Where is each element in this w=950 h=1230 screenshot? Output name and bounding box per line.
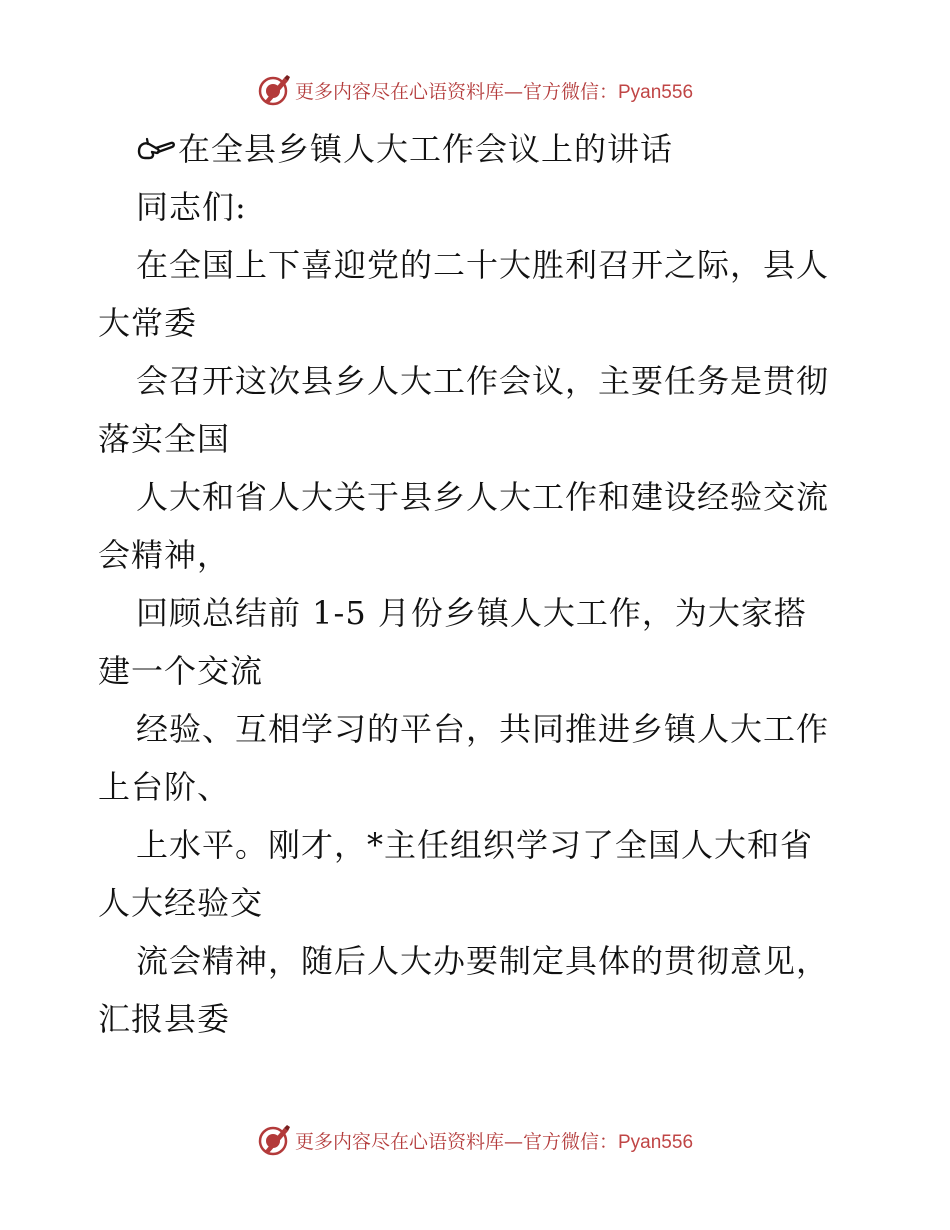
paragraph-line: 落实全国 — [98, 420, 231, 458]
paragraph-line: 经验、互相学习的平台，共同推进乡镇人大工作 — [136, 710, 830, 748]
paragraph-line: 会精神， — [98, 536, 231, 574]
banner-site-text: 更多内容尽在心语资料库 — [294, 1130, 504, 1153]
paragraph-line: 会召开这次县乡人大工作会议，主要任务是贯彻 — [136, 362, 830, 400]
banner-dash: — — [503, 80, 523, 103]
footer-banner — [0, 1120, 950, 1160]
banner-wechat-label: 官方微信： — [522, 80, 618, 103]
banner-wechat-id: Pyan556 — [618, 81, 694, 103]
footer-banner-text — [295, 1127, 693, 1154]
paragraph-line: 上水平。刚才，*主任组织学习了全国人大和省 — [136, 826, 814, 864]
document-title: 在全县乡镇人大工作会议上的讲话 — [178, 130, 674, 168]
paragraph-line: 人大和省人大关于县乡人大工作和建设经验交流 — [136, 478, 830, 516]
paragraph-line: 上台阶、 — [98, 768, 231, 806]
pen-logo-icon — [257, 1123, 291, 1157]
paragraph-line: 同志们: — [136, 188, 247, 226]
pen-logo-icon — [257, 73, 291, 107]
document-title-row — [98, 120, 858, 178]
paragraph-line: 建一个交流 — [98, 652, 264, 690]
header-banner — [0, 70, 950, 110]
banner-wechat-id: Pyan556 — [618, 1131, 694, 1153]
paragraph-line: 人大经验交 — [98, 884, 264, 922]
paragraph-line: 在全国上下喜迎党的二十大胜利召开之际，县人 — [136, 246, 830, 284]
paragraph-line: 回顾总结前 1-5 月份乡镇人大工作，为大家搭 — [136, 594, 807, 632]
header-banner-text — [295, 77, 693, 104]
document-body — [98, 120, 858, 1048]
banner-site-text: 更多内容尽在心语资料库 — [294, 80, 504, 103]
banner-dash: — — [503, 1130, 523, 1153]
paragraph-line: 流会精神，随后人大办要制定具体的贯彻意见， — [136, 942, 830, 980]
paragraph-line: 汇报县委 — [98, 1000, 231, 1038]
paragraph-line: 大常委 — [98, 304, 198, 342]
hand-pointer-icon — [136, 135, 176, 163]
banner-wechat-label: 官方微信： — [522, 1130, 618, 1153]
